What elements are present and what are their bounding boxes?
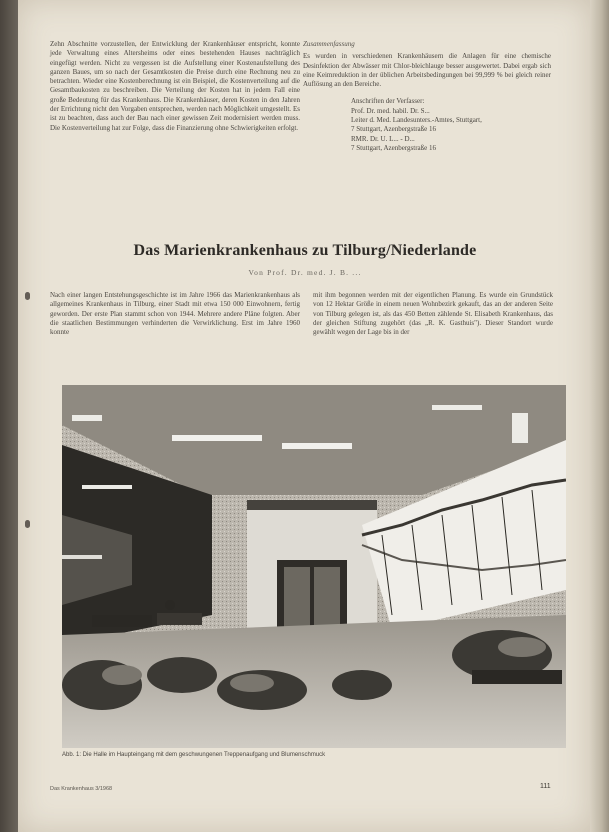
address-line: Prof. Dr. med. habil. Dr. S... [351,106,430,115]
photo-illustration [62,385,566,748]
address-line: Leiter d. Med. Landesunters.-Amtes, Stuttgart, [351,116,482,125]
photo-caption: Abb. 1: Die Halle im Haupteingang mit dem geschwungenen Treppenaufgang und Blumenschmuck [62,752,326,758]
address-line: 7 Stuttgart, Azenbergstraße 16 [351,125,437,134]
hall-photograph [62,385,566,748]
article-column-left [50,291,300,341]
article-text: mit ihm begonnen werden mit der eigentlichen Planung. Es wurde ein Grundstück von 12 Hektar Größe in einem neuen Wohnbezirk gekauft, das an der anderen Seite von Tilburg gelegen ist, als das 450 Betten zählende St. Elisabeth Krankenhaus, das der gleichen Stiftung zugehört (das „R. K. Gasthuis"). Dieser Standort wurde gewählt wegen der Lage bis in der [313,291,553,337]
article-author: Von Prof. Dr. med. J. B. ... [248,268,362,277]
page-number: 111 [540,783,551,790]
binding-shadow [0,0,18,832]
previous-article-column-left [50,40,300,137]
article-title: Das Marienkrankenhaus zu Tilburg/Niederlande [133,242,477,259]
address-line: 7 Stuttgart, Azenbergstraße 16 [351,143,437,152]
summary-text: Es wurden in verschiedenen Krankenhäusern die Anlagen für eine chemische Desinfektion der Abwässer mit Chlor-bleichlauge besser ausgewertet. Dabei ergab sich eine Keimreduktion in der üblichen Arbeitsbedingungen bei 99,999 % bei gleich reiner Auflösung an den Bereiche. [303,52,551,89]
page-curl [590,0,609,832]
punch-mark [25,292,30,300]
summary-heading: Zusammenfassung [303,40,355,48]
previous-article-text: Zehn Abschnitte vorzustellen, der Entwicklung der Krankenhäuser entspricht, konnte jede Verwaltung eines Altersheims oder eines bestehenden Hauses nachträglich eingefügt werden. Nicht zu vergessen ist die Aufstellung einer Kostenaufstellung des ganzen Baues, um so nach der Gesamtkosten die Preise durch eine Rechnung neu zu betrachten. Wieder eine Kostenberechnung ist ein Beispiel, die Kostenverteilung auf die Gesamtbaukosten zu beschreiben. Die Verteilung der Kosten hat in jedem Fall eine große Bedeutung für das Krankenhaus. Die Krankenhäuser, deren Kosten in den Jahren der Errichtung nicht den Vorgaben entsprechen, werden nach Möglichkeit umgestellt. Es ist zu beachten, dass auch der Bau nach einer gewissen Zeit modernisiert werden muss. Die Kostenverteilung hat zur Folge, dass die Finanzierung ohne Schwierigkeiten erfolgt. [50,40,300,132]
punch-mark [25,520,30,528]
author-address-block [303,97,551,153]
previous-article-column-right [303,40,551,153]
journal-footer: Das Krankenhaus 3/1968 [50,786,113,792]
article-column-right [313,291,553,341]
article-text: Nach einer langen Entstehungsgeschichte ist im Jahre 1966 das Marienkrankenhaus als allgemeines Krankenhaus in Tilburg, einer Stadt mit etwa 150 000 Einwohnern, fertig geworden. Der erste Plan stammt schon von 1944. Mehrere andere Pläne folgten. Aber die staatlichen Bestimmungen verhinderten die Verwirklichung. Erst im Jahre 1960 konnte [50,291,300,337]
address-line: Anschriften der Verfasser: [351,97,425,106]
address-line: RMR. Dr. U. L... - D... [351,134,415,143]
